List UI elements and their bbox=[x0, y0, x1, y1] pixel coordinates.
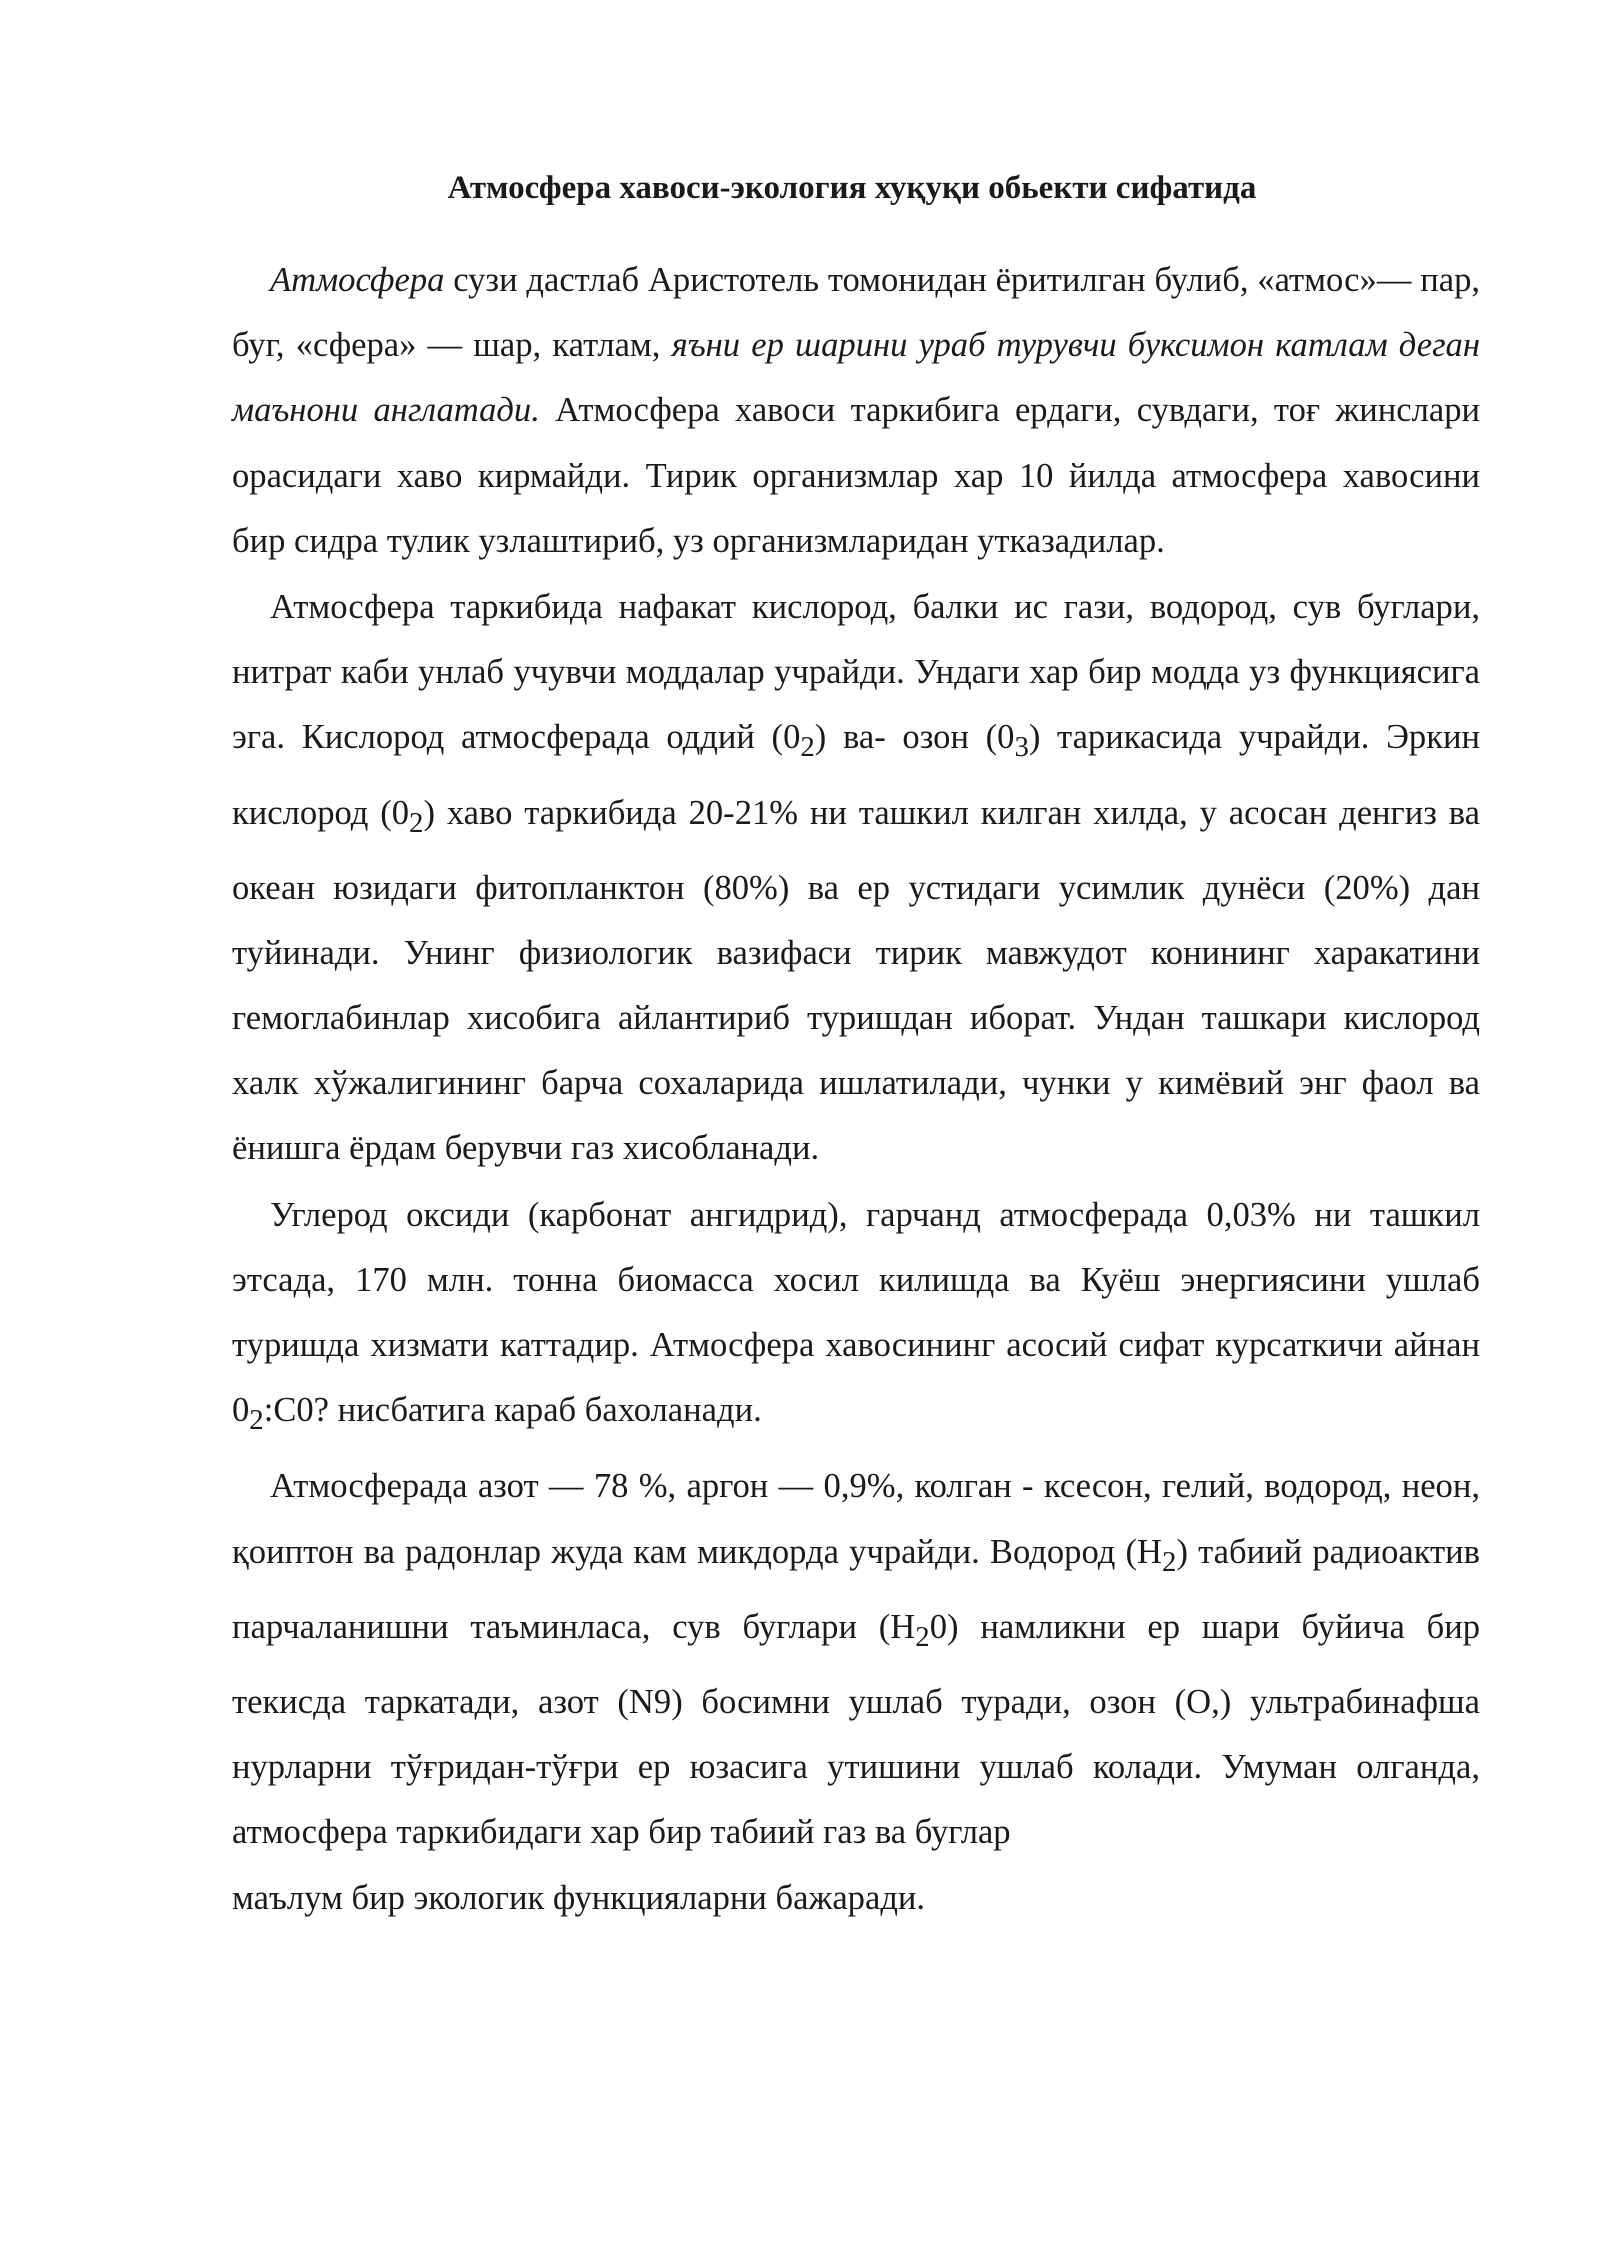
paragraph-3-text-b: :С0? нисбатига караб бахоланади. bbox=[263, 1391, 762, 1430]
paragraph-2-sub-c: 2 bbox=[409, 806, 424, 839]
paragraph-3-sub-a: 2 bbox=[249, 1404, 264, 1437]
document-body bbox=[232, 248, 1480, 1932]
paragraph-1-text-a: сузи дастлаб Аристотель томонидан ёритилган булиб, «атмос»— пар, буг, «сфера» — шар, катлам, bbox=[232, 261, 1480, 365]
paragraph-1-term: Атмосфера bbox=[270, 261, 445, 299]
paragraph-2-text-c: ) тарикасида учрайди. Эркин кислород (0 bbox=[232, 718, 1480, 832]
paragraph-1-italic: яъни ер шарини ураб турувчи буксимон катлам деган маънони англатади. bbox=[232, 326, 1480, 430]
paragraph-1 bbox=[232, 248, 1480, 574]
paragraph-4-text-b: ) табиий радиоактив парчаланишни таъминласа, сув буглари (Н bbox=[232, 1532, 1480, 1646]
paragraph-2-text-d: ) хаво таркибида 20-21% ни ташкил килган хилда, у асосан денгиз ва океан юзидаги фитопланктон (80%) ва ер устидаги усимлик дунёси (20%) дан туйинади. Унинг физиологик вазифаси тирик мавжудот конининг харакатини гемоглабинлар хисобига айлантириб туришдан иборат. Ундан ташкари кислород халк хўжалигининг барча сохаларида ишлатилади, чунки у кимёвий энг фаол ва ёнишга ёрдам берувчи газ хисобланади. bbox=[232, 793, 1480, 1168]
paragraph-4-closing-line: маълум бир экологик функцияларни бажаради. bbox=[232, 1879, 926, 1918]
paragraph-4-text-a: Атмосферада азот — 78 %, аргон — 0,9%, колган - ксесон, гелий, водород, неон, қоиптон ва радонлар жуда кам микдорда учрайди. Водород (Н bbox=[232, 1467, 1480, 1571]
paragraph-2-text-b: ) ва- озон (0 bbox=[814, 718, 1015, 757]
paragraph-1-text-b: Атмосфера хавоси таркибига ердаги, сувдаги, тоғ жинслари орасидаги хаво кирмайди. Тирик организмлар хар 10 йилда атмосфера хавосини бир сидра тулик узлаштириб, уз организмларидан утказадилар. bbox=[232, 391, 1480, 560]
paragraph-2 bbox=[232, 575, 1480, 1182]
paragraph-4-text-c: 0) намликни ер шари буйича бир текисда таркатади, азот (N9) босимни ушлаб туради, озон (О,) ультрабинафша нурларни тўғридан-тўғри ер юзасига утишини ушлаб колади. Умуман олганда, атмосфера таркибидаги хар бир табиий газ ва буглар bbox=[232, 1607, 1481, 1852]
paragraph-3 bbox=[232, 1183, 1480, 1454]
paragraph-4-sub-a: 2 bbox=[1162, 1545, 1177, 1578]
paragraph-3-text-a: Углерод оксиди (карбонат ангидрид), гарчанд атмосферада 0,03% ни ташкил этсада, 170 млн. тонна биомасса хосил килишда ва Куёш энергиясини ушлаб туришда хизмати каттадир. Атмосфера хавосининг асосий сифат курсаткичи айнан 0 bbox=[232, 1195, 1480, 1430]
paragraph-4-sub-b: 2 bbox=[915, 1620, 930, 1653]
page-title: Атмосфера хавоси-экология хуқуқи обьекти сифатида bbox=[447, 170, 1257, 206]
paragraph-2-sub-a: 2 bbox=[800, 731, 815, 764]
paragraph-4 bbox=[232, 1454, 1480, 1865]
paragraph-2-sub-b: 3 bbox=[1014, 731, 1029, 764]
paragraph-2-text-a: Атмосфера таркибида нафакат кислород, балки ис гази, водород, сув буглари, нитрат каби унлаб учувчи моддалар учрайди. Ундаги хар бир модда уз функциясига эга. Кислород атмосферада оддий (0 bbox=[232, 588, 1480, 757]
